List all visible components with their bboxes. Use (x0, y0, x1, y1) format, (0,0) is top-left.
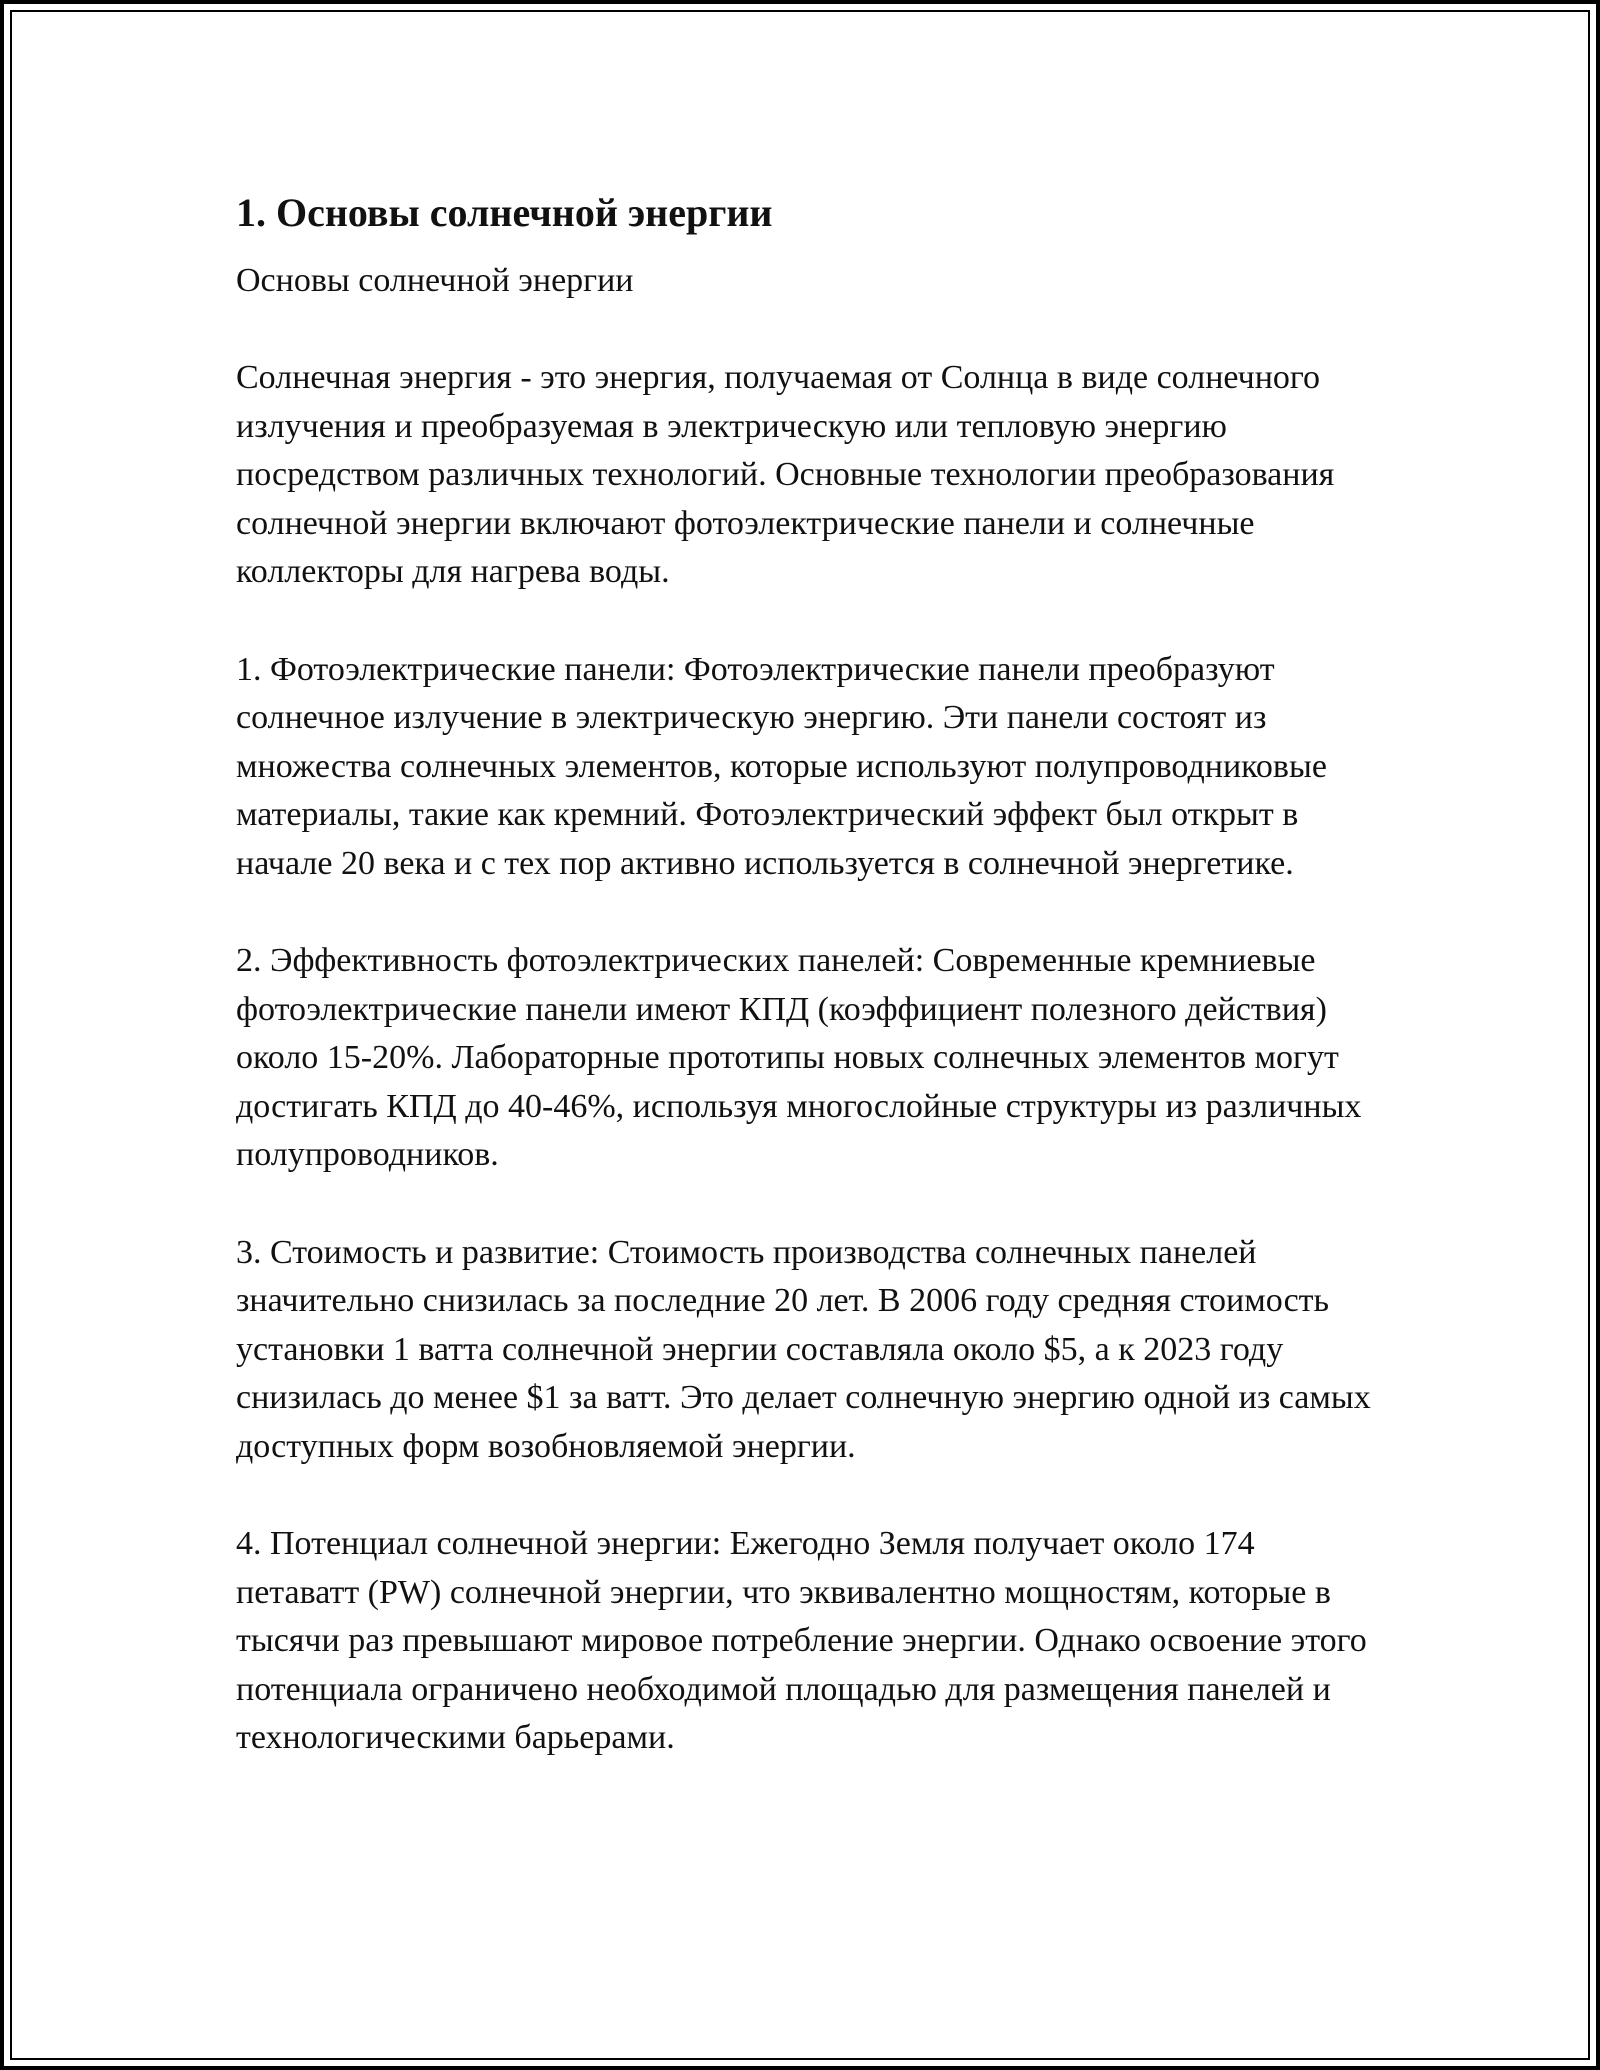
section-subheading: Основы солнечной энергии (236, 262, 634, 299)
paragraph-solar-potential: 4. Потенциал солнечной энергии: Ежегодно Земля получает около 174 петаватт (PW) солнечной энергии, что эквивалентно мощностям, которые в тысячи раз превышают мировое потребление энергии. Однако освоение этого потенциала ограничено необходимой площадью для размещения панелей и технологическими барьерами. (236, 1525, 1367, 1756)
paragraph-intro: Солнечная энергия - это энергия, получаемая от Солнца в виде солнечного излучения и преобразуемая в электрическую или тепловую энергию посредством различных технологий. Основные технологии преобразования солнечной энергии включают фотоэлектрические панели и солнечные коллекторы для нагрева воды. (236, 359, 1335, 590)
paragraph-panel-efficiency: 2. Эффективность фотоэлектрических панелей: Современные кремниевые фотоэлектрические панели имеют КПД (коэффициент полезного действия) около 15-20%. Лабораторные прототипы новых солнечных элементов могут достигать КПД до 40-46%, используя многослойные структуры из различных полупроводников. (236, 942, 1362, 1173)
document-body (236, 188, 1386, 1763)
paragraph-cost-development: 3. Стоимость и развитие: Стоимость производства солнечных панелей значительно снизилась за последние 20 лет. В 2006 году средняя стоимость установки 1 ватта солнечной энергии составляла около $5, а к 2023 году снизилась до менее $1 за ватт. Это делает солнечную энергию одной из самых доступных форм возобновляемой энергии. (236, 1233, 1371, 1465)
paragraph-photovoltaic-panels: 1. Фотоэлектрические панели: Фотоэлектрические панели преобразуют солнечное излучение в электрическую энергию. Эти панели состоят из множества солнечных элементов, которые используют полупроводниковые материалы, такие как кремний. Фотоэлектрический эффект был открыт в начале 20 века и с тех пор активно используется в солнечной энергетике. (236, 650, 1327, 882)
section-heading: 1. Основы солнечной энергии (236, 190, 773, 235)
